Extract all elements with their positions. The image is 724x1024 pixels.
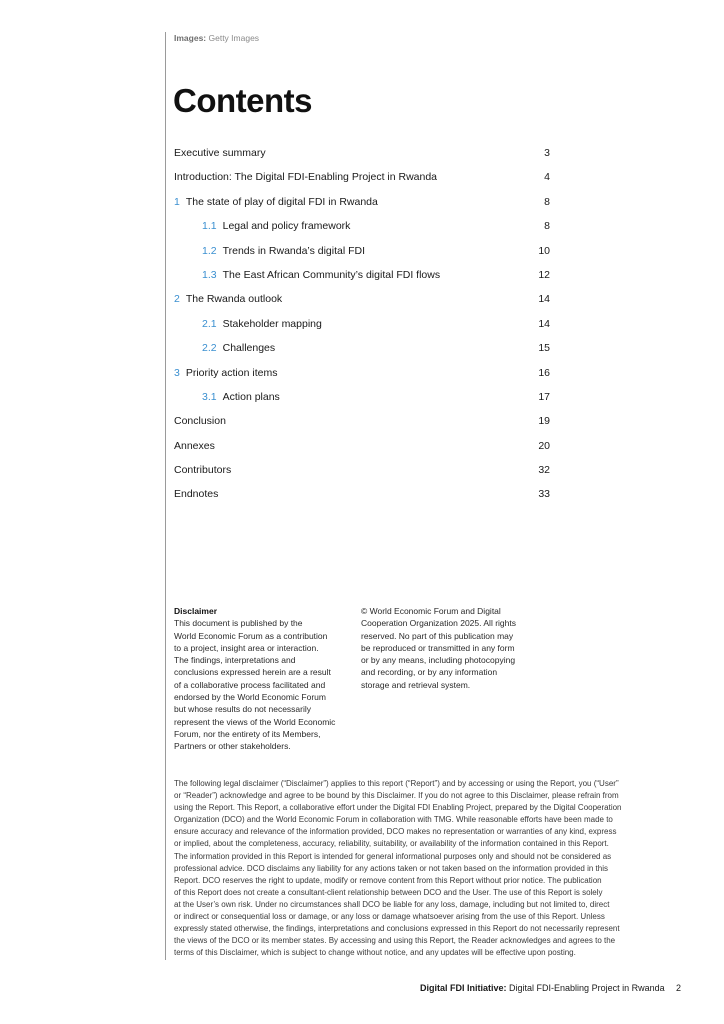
toc-entry-label: Conclusion xyxy=(174,415,226,428)
toc-entry[interactable] xyxy=(174,336,550,360)
toc-entry-label: Introduction: The Digital FDI-Enabling Project in Rwanda xyxy=(174,171,438,184)
toc-entry-number: 1.3 xyxy=(202,268,217,281)
disclaimer-line: to a project, insight area or interaction. xyxy=(174,642,319,653)
legal-line: or implied, about the completeness, accuracy, reliability, suitability, or availability of the information contained in this Report. xyxy=(174,839,609,849)
toc-entry[interactable] xyxy=(174,190,550,214)
toc-entry-label: Action plans xyxy=(222,390,280,403)
disclaimer-line: World Economic Forum as a contribution xyxy=(174,630,328,641)
disclaimer-line: Forum, nor the entirety of its Members, xyxy=(174,728,321,739)
toc-entry-page: 4 xyxy=(544,171,550,184)
toc-entry-label: Trends in Rwanda’s digital FDI xyxy=(222,244,366,257)
toc-entry-page: 3 xyxy=(544,147,550,159)
toc-entry[interactable] xyxy=(174,287,550,311)
footer xyxy=(420,983,665,993)
copyright-line: storage and retrieval system. xyxy=(361,679,471,690)
toc-entry-page: 8 xyxy=(544,195,550,208)
toc-entry-label: Legal and policy framework xyxy=(222,220,351,233)
legal-line: using the Report. This Report, a collaborative effort under the Digital FDI Enabling Project, prepared by the Digital Cooperation xyxy=(174,803,622,813)
disclaimer-line: Partners or other stakeholders. xyxy=(174,741,291,752)
toc-entry-number: 2.1 xyxy=(202,317,217,330)
toc-entry[interactable] xyxy=(174,434,550,458)
toc-entry-label: Priority action items xyxy=(185,366,278,379)
legal-line: the views of the DCO or its member states. By accessing and using this Report, the Reader acknowledges and agrees to the xyxy=(174,936,616,946)
toc-entry-number: 1.1 xyxy=(202,220,217,233)
toc-entry[interactable] xyxy=(174,214,550,238)
toc-entry[interactable] xyxy=(174,482,550,506)
toc-entry-page: 19 xyxy=(538,415,550,428)
toc-entry-label: Contributors xyxy=(174,464,232,477)
toc-entry-label: Stakeholder mapping xyxy=(222,317,322,330)
disclaimer-line: endorsed by the World Economic Forum xyxy=(174,692,326,703)
toc-entry[interactable] xyxy=(174,458,550,482)
toc-entry[interactable] xyxy=(174,263,550,287)
table-of-contents xyxy=(174,141,550,507)
toc-entry-label: Executive summary xyxy=(174,147,266,159)
toc-entry-number: 1 xyxy=(174,195,180,208)
toc-entry[interactable] xyxy=(174,385,550,409)
legal-line: terms of this Disclaimer, which is subject to change without notice, and any updates will be effective upon posting. xyxy=(174,948,576,958)
legal-line: or “Reader”) acknowledge and agree to be bound by this Disclaimer. If you do not agree to this Disclaimer, please refrain from xyxy=(174,791,619,801)
image-credit-label: Images: xyxy=(174,33,207,43)
legal-line: expressly stated otherwise, the findings, interpretations and conclusions expressed in this Report do not necessarily represent xyxy=(174,924,620,934)
copyright-line: © World Economic Forum and Digital xyxy=(361,606,501,616)
toc-entry-page: 33 xyxy=(538,488,550,501)
copyright-body xyxy=(361,605,551,691)
footer-series: Digital FDI Initiative: xyxy=(420,983,507,993)
page-number: 2 xyxy=(676,983,682,993)
toc-entry-number: 3 xyxy=(174,366,180,379)
toc-entry-number: 2.2 xyxy=(202,342,217,355)
legal-line: or indirect or consequential loss or damage, or any loss or damage whatsoever arising from the use of this Report. Unless xyxy=(174,912,605,922)
legal-line: Report. DCO reserves the right to update, modify or remove content from this Report without prior notice. The publication xyxy=(174,875,602,885)
disclaimer-line: conclusions expressed herein are a result xyxy=(174,667,331,678)
toc-entry-number: 3.1 xyxy=(202,390,217,403)
legal-line: The information provided in this Report is intended for general informational purposes only and should not be considered as xyxy=(174,851,612,861)
legal-line: ensure accuracy and relevance of the information provided, DCO makes no representation or warranties of any kind, express xyxy=(174,827,617,837)
toc-entry-number: 2 xyxy=(174,293,180,306)
toc-entry-page: 15 xyxy=(538,342,550,355)
image-credit xyxy=(174,33,259,43)
page-title: Contents xyxy=(173,82,312,119)
toc-entry-label: The state of play of digital FDI in Rwanda xyxy=(185,195,378,208)
footer-title: Digital FDI-Enabling Project in Rwanda xyxy=(509,983,665,993)
toc-entry-page: 14 xyxy=(538,317,550,330)
disclaimer-line: but whose results do not necessarily xyxy=(174,704,312,715)
toc-entry[interactable] xyxy=(174,361,550,385)
copyright-column xyxy=(361,605,551,691)
toc-entry-page: 10 xyxy=(538,244,550,257)
legal-line: Organization (DCO) and the World Economic Forum in collaboration with TMG. While reasonable efforts have been made to xyxy=(174,815,613,825)
disclaimer-line: This document is published by the xyxy=(174,618,303,629)
legal-disclaimer xyxy=(174,778,674,959)
copyright-line: Cooperation Organization 2025. All rights xyxy=(361,618,516,629)
disclaimer-line: The findings, interpretations and xyxy=(174,655,296,666)
toc-entry-label: Challenges xyxy=(222,342,276,355)
toc-entry-label: Endnotes xyxy=(174,488,219,501)
toc-entry-label: The Rwanda outlook xyxy=(185,293,283,306)
copyright-line: be reproduced or transmitted in any form xyxy=(361,642,515,653)
toc-entry-label: Annexes xyxy=(174,439,215,452)
copyright-line: reserved. No part of this publication may xyxy=(361,630,514,641)
legal-line: professional advice. DCO disclaims any liability for any actions taken or not taken based on the information provided in this xyxy=(174,863,609,873)
toc-entry[interactable] xyxy=(174,141,550,165)
toc-entry[interactable] xyxy=(174,165,550,189)
toc-entry[interactable] xyxy=(174,239,550,263)
disclaimer-column xyxy=(174,605,349,753)
toc-entry[interactable] xyxy=(174,312,550,336)
vertical-rule xyxy=(165,32,166,960)
legal-line: at the User’s own risk. Under no circumstances shall DCO be liable for any loss, damage, including but not limited to, direct xyxy=(174,899,610,909)
toc-entry[interactable] xyxy=(174,409,550,433)
toc-entry-page: 14 xyxy=(538,293,550,306)
toc-entry-page: 12 xyxy=(538,268,550,281)
toc-entry-label: The East African Community’s digital FDI flows xyxy=(222,268,441,281)
copyright-line: and recording, or by any information xyxy=(361,667,498,678)
toc-entry-page: 8 xyxy=(544,220,550,233)
copyright-line: or by any means, including photocopying xyxy=(361,655,516,666)
legal-line: of this Report does not create a consultant-client relationship between DCO and the User. The use of this Report is solely xyxy=(174,887,603,897)
disclaimer-line: represent the views of the World Economic xyxy=(174,716,336,727)
disclaimer-heading: Disclaimer xyxy=(174,606,217,616)
toc-entry-page: 20 xyxy=(538,439,550,452)
toc-entry-page: 17 xyxy=(538,390,550,403)
toc-entry-number: 1.2 xyxy=(202,244,217,257)
image-credit-value: Getty Images xyxy=(208,33,260,43)
legal-line: The following legal disclaimer (“Disclaimer”) applies to this report (“Report”) and by accessing or using the Report, you (“User” xyxy=(174,779,619,788)
disclaimer-body xyxy=(174,617,349,752)
disclaimer-line: of a collaborative process facilitated and xyxy=(174,679,326,690)
toc-entry-page: 32 xyxy=(538,464,550,477)
toc-entry-page: 16 xyxy=(538,366,550,379)
